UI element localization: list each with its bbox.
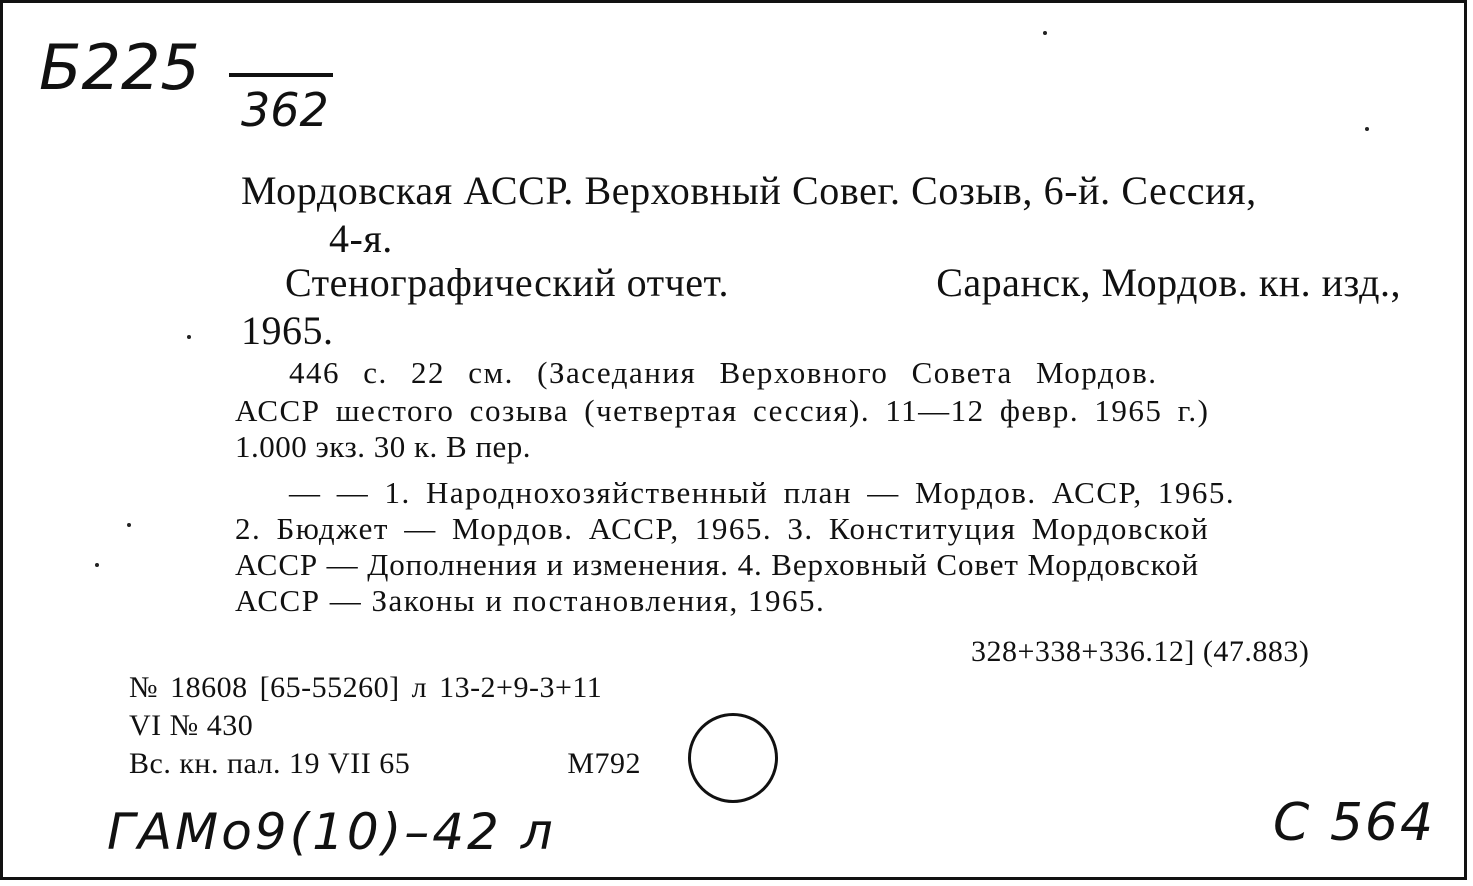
order-number: М792: [567, 747, 641, 780]
title-text: Стенографический отчет.: [285, 260, 729, 305]
subjects-line-2: 2. Бюджет — Мордов. АССР, 1965. 3. Конституция Мордовской: [235, 511, 1210, 546]
collation-line-1: 446 с. 22 см. (Заседания Верховного Совета Мордов.: [289, 355, 1158, 390]
subjects-line-4: АССР — Законы и постановления, 1965.: [235, 583, 826, 618]
speck: [1365, 127, 1369, 131]
empty-circle-stamp: [688, 713, 778, 803]
subjects-line-1: — — 1. Народнохозяйственный план — Мордов. АССР, 1965.: [289, 475, 1236, 510]
registry-line-2: VI № 430: [129, 709, 254, 742]
speck: [127, 523, 131, 527]
classification-index: 328+338+336.12] (47.883): [971, 635, 1310, 668]
handwritten-call-number: Б225: [39, 31, 200, 104]
handwritten-fraction: 362: [241, 83, 329, 137]
imprint-text: Саранск, Мордов. кн. изд.,: [936, 260, 1401, 305]
heading-line-1: Мордовская АССР. Верховный Совег. Созыв, 6-й. Сессия,: [241, 168, 1257, 213]
handwritten-archive-code: ГАМо9(10)–42 л: [107, 803, 556, 861]
heading-line-2: 4-я.: [329, 216, 393, 261]
title-line-2: 1965.: [241, 308, 334, 353]
speck: [187, 335, 191, 339]
collation-line-3: 1.000 экз. 30 к. В пер.: [235, 429, 532, 464]
title-line-1: [285, 259, 1401, 306]
registry-line-1: № 18608 [65-55260] л 13-2+9-3+11: [129, 671, 603, 704]
fraction-line: [229, 73, 333, 77]
speck: [1043, 31, 1047, 35]
collation-line-2: АССР шестого созыва (четвертая сессия). 11—12 февр. 1965 г.): [235, 393, 1210, 428]
registry-line-3: [129, 747, 641, 781]
speck: [95, 563, 99, 567]
book-chamber-stamp: Вс. кн. пал. 19 VII 65: [129, 747, 411, 780]
handwritten-shelf-code: С 564: [1273, 793, 1436, 853]
subjects-line-3: АССР — Дополнения и изменения. 4. Верховный Совет Мордовской: [235, 547, 1199, 582]
